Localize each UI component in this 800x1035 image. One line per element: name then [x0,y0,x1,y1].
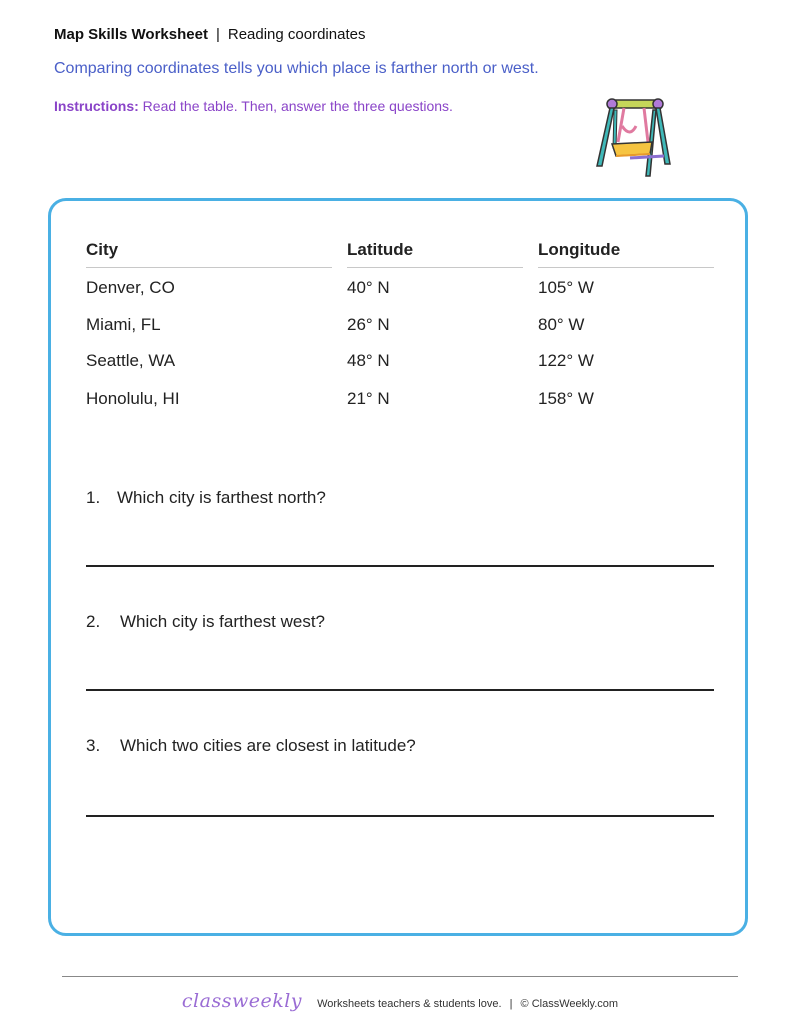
question-text: Which two cities are closest in latitude? [120,736,416,755]
question-1 [86,488,326,508]
question-3 [86,736,416,756]
answer-line-3[interactable] [86,815,714,817]
table-cell-longitude: 122° W [538,351,594,370]
column-header-city: City [86,240,119,259]
table-cell-longitude: 158° W [538,389,594,408]
intro-text: Comparing coordinates tells you which place is farther north or west. [54,60,539,77]
header-divider [538,267,714,268]
column-header-longitude: Longitude [538,240,621,259]
table-cell-latitude: 21° N [347,389,390,408]
header-separator: | [215,26,220,43]
column-header-latitude: Latitude [347,240,414,259]
table-cell-latitude: 40° N [347,278,390,297]
footer-tagline: Worksheets teachers & students love. [317,998,502,1010]
question-number: 2. [86,612,101,631]
header-divider [86,267,332,268]
instructions-label: Instructions: [54,98,139,114]
brand-logo: classweekly [181,990,303,1012]
worksheet-title: Map Skills Worksheet [54,26,208,43]
question-2 [86,612,325,632]
table-cell-longitude: 105° W [538,278,594,297]
question-text: Which city is farthest north? [117,488,326,507]
table-cell-city: Denver, CO [86,278,175,297]
table-cell-city: Honolulu, HI [86,389,180,408]
table-cell-longitude: 80° W [538,315,585,334]
content-card [48,198,748,936]
footer [0,990,800,1012]
table-cell-city: Miami, FL [86,315,161,334]
swing-icon [592,96,678,180]
instructions [54,98,453,114]
question-number: 3. [86,736,101,755]
footer-separator: | [509,998,513,1010]
answer-line-2[interactable] [86,689,714,691]
footer-copyright: © ClassWeekly.com [520,998,619,1010]
worksheet-subtitle: Reading coordinates [227,26,366,43]
table-cell-city: Seattle, WA [86,351,176,370]
instructions-text: Read the table. Then, answer the three questions. [142,98,453,114]
footer-divider [62,976,738,977]
answer-line-1[interactable] [86,565,714,567]
question-text: Which city is farthest west? [120,612,326,631]
table-cell-latitude: 26° N [347,315,390,334]
table-cell-latitude: 48° N [347,351,390,370]
worksheet-header [54,26,365,43]
header-divider [347,267,523,268]
question-number: 1. [86,488,101,507]
